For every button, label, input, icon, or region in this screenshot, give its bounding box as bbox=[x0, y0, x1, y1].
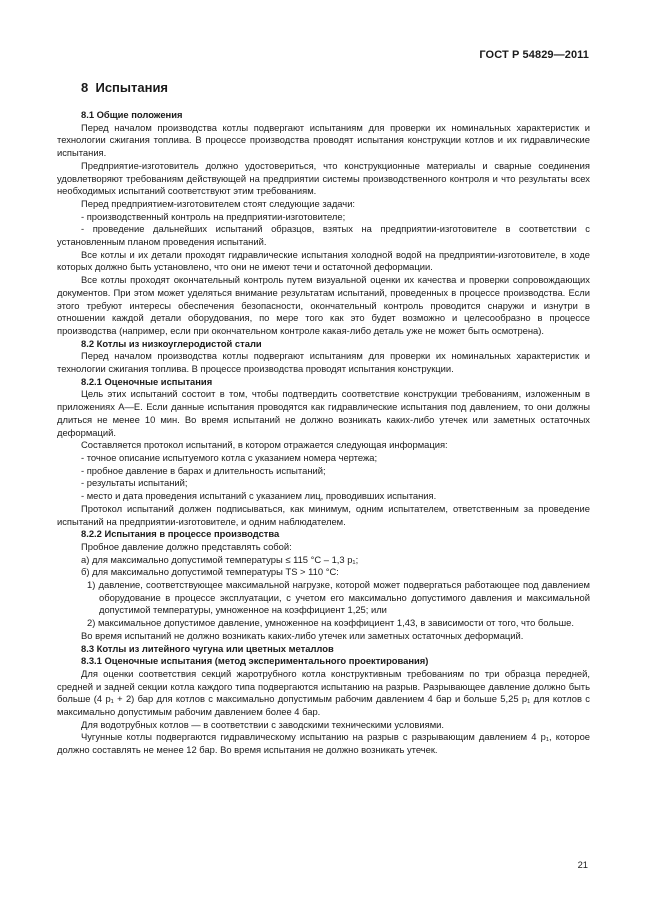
subsection-heading: 8.1 Общие положения bbox=[81, 109, 183, 120]
subsection-heading: 8.3.1 Оценочные испытания (метод экспериментального проектирования) bbox=[81, 655, 429, 667]
paragraph: Предприятие-изготовитель должно удостовериться, что конструкционные материалы и сварные соединения удовлетворяют требованиям действующей на предприятии системы производственного контроля и что результаты всех необходимых испытаний соответствуют этим требованиям. bbox=[57, 159, 590, 197]
subsection-heading: 8.2.1 Оценочные испытания bbox=[81, 375, 213, 387]
paragraph: Чугунные котлы подвергаются гидравлическому испытанию на разрыв с разрывающим давлением 4 p₁, которое должно составлять не менее 12 бар. Во время испытания не должно возникать утечек. bbox=[57, 731, 590, 756]
paragraph: 1) давление, соответствующее максимальной нагрузке, которой может подвергаться работающее под давлением оборудование в процессе эксплуатации, с учетом его максимально допустимого давления и максимальной допустимой температуры, умноженное на коэффициент 1,25; или bbox=[87, 579, 590, 616]
paragraph: Все котлы проходят окончательный контроль путем визуальной оценки их качества и проверки сопровождающих документов. При этом может уделяться внимание результатам испытаний, проведенных в процессе производства. Если этого требуют интересы обеспечения безопасности, окончательный контроль проводится снаружи и изнутри в отношении каждой детали оборудования, по мере того как это будет возможно и целесообразно в процессе производства (например, если при окончательном контроле какая-либо деталь уже не может быть осмотрена). bbox=[57, 274, 590, 336]
paragraph: Пробное давление должно представлять собой: bbox=[81, 540, 292, 552]
section-heading bbox=[81, 80, 168, 95]
paragraph: - результаты испытаний; bbox=[81, 477, 188, 489]
paragraph: Перед началом производства котлы подвергают испытаниям для проверки их номинальных характеристик и технологии сжигания топлива. В процессе производства проводят испытания конструкции. bbox=[57, 350, 590, 375]
paragraph: - производственный контроль на предприятии-изготовителе; bbox=[81, 210, 346, 222]
paragraph: Во время испытаний не должно возникать каких-либо утечек или заметных остаточных деформаций. bbox=[81, 629, 524, 641]
paragraph: - место и дата проведения испытаний с указанием лиц, проводивших испытания. bbox=[81, 490, 437, 502]
paragraph: - проведение дальнейших испытаний образцов, взятых на предприятии-изготовителе в соответствии с установленным планом проведения испытаний. bbox=[57, 223, 590, 248]
paragraph: а) для максимально допустимой температуры ≤ 115 °C – 1,3 p₁; bbox=[81, 553, 359, 565]
paragraph: Для водотрубных котлов — в соответствии с заводскими техническими условиями. bbox=[81, 718, 445, 730]
page-number: 21 bbox=[577, 859, 588, 870]
subsection-heading: 8.2.2 Испытания в процессе производства bbox=[81, 528, 280, 540]
subsection-heading: 8.3 Котлы из литейного чугуна или цветных металлов bbox=[81, 642, 334, 654]
paragraph: Перед началом производства котлы подвергают испытаниям для проверки их номинальных характеристик и технологии сжигания топлива. В процессе производства проводят испытания конструкции котлов и их гидравлические испытания. bbox=[57, 121, 590, 159]
paragraph: Все котлы и их детали проходят гидравлические испытания холодной водой на предприятии-изготовителе, в ходе которых должно быть установлено, что они не имеют течи и остаточной деформации. bbox=[57, 248, 590, 273]
paragraph: б) для максимально допустимой температуры TS > 110 °C: bbox=[81, 566, 339, 578]
section-number: 8 bbox=[81, 80, 89, 95]
paragraph: Протокол испытаний должен подписываться, как минимум, одним испытателем, ответственным за проведение испытаний на предприятии-изготовителе, и одним наблюдателем. bbox=[57, 502, 590, 527]
paragraph: Для оценки соответствия секций жаротрубного котла конструктивным требованиям по три образца передней, средней и задней секции котла каждого типа подвергаются испытанию на разрыв. Разрывающее давление должно быть больше (4 p₁ + 2) бар для котлов с максимально допустимым рабочим давлением 4 бар и больше 5,25 p₁ для котлов с максимально допустимым рабочим давлением более 4 бар. bbox=[57, 667, 590, 718]
subsection-heading: 8.2 Котлы из низкоуглеродистой стали bbox=[81, 337, 262, 349]
paragraph: - точное описание испытуемого котла с указанием номера чертежа; bbox=[81, 451, 378, 463]
section-title: Испытания bbox=[95, 80, 169, 95]
paragraph: Перед предприятием-изготовителем стоят следующие задачи: bbox=[81, 197, 356, 209]
paragraph: Составляется протокол испытаний, в котором отражается следующая информация: bbox=[81, 439, 448, 451]
document-body bbox=[57, 109, 590, 757]
paragraph: - пробное давление в барах и длительность испытаний; bbox=[81, 464, 326, 476]
paragraph: 2) максимальное допустимое давление, умноженное на коэффициент 1,43, в зависимости от того, что больше. bbox=[87, 617, 574, 629]
paragraph: Цель этих испытаний состоит в том, чтобы подтвердить соответствие конструкции требованиям, изложенным в приложениях А—Е. Если данные испытания проводятся как гидравлические испытания под давлением, то они должны длиться не менее 10 мин. Во время испытаний не должно возникать каких-либо утечек или заметных остаточных деформаций. bbox=[57, 388, 590, 438]
standard-header: ГОСТ Р 54829—2011 bbox=[479, 49, 589, 61]
